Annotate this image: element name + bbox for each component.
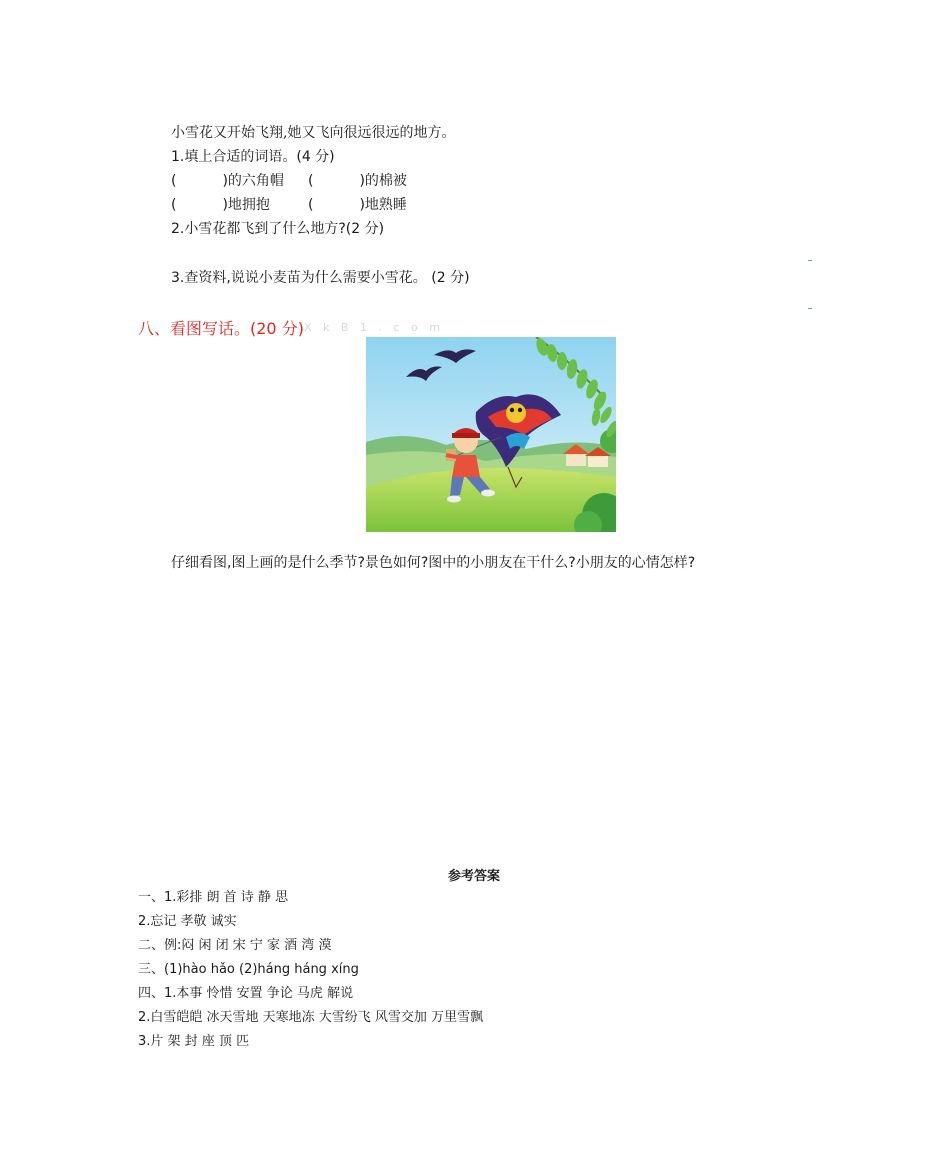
answer-line-1: 一、1.彩排 朗 首 诗 静 思 [138,890,289,905]
blank-1-text: )的六角帽 [222,173,284,189]
blank-3-text: )地拥抱 [222,197,270,213]
question-3: 3.查资料,说说小麦苗为什么需要小雪花。 (2 分) [171,270,470,286]
answer-key-title: 参考答案 [448,869,501,884]
margin-tick-1 [808,260,812,261]
blank-row-1b [308,171,407,191]
blank-row-1 [171,171,284,191]
blank-4-open: ( [308,197,314,213]
passage-end-line: 小雪花又开始飞翔,她又飞向很远很远的地方。 [171,125,456,141]
blank-row-2 [171,195,270,215]
answer-line-2: 2.忘记 孝敬 诚实 [138,914,237,929]
answer-line-3: 二、例:闷 闲 闭 宋 宁 家 酒 湾 漠 [138,938,332,953]
answer-line-4: 三、(1)hào hǎo (2)háng háng xíng [138,962,359,977]
blank-row-2b [308,195,407,215]
kite-illustration [366,337,616,532]
blank-2-open: ( [308,173,314,189]
question-1: 1.填上合适的词语。(4 分) [171,149,335,165]
margin-tick-2 [808,308,812,309]
blank-3-open: ( [171,197,177,213]
writing-prompt: 仔细看图,图上画的是什么季节?景色如何?图中的小朋友在干什么?小朋友的心情怎样? [171,555,696,571]
watermark: X k B 1 . c o m [304,321,444,334]
blank-4-text: )地熟睡 [359,197,407,213]
blank-1-open: ( [171,173,177,189]
answer-line-5: 四、1.本事 怜惜 安置 争论 马虎 解说 [138,986,354,1001]
section-8-heading: 八、看图写话。(20 分) [138,319,304,338]
blank-2-text: )的棉被 [359,173,407,189]
answer-line-6: 2.白雪皑皑 冰天雪地 天寒地冻 大雪纷飞 风雪交加 万里雪飘 [138,1010,484,1025]
question-2: 2.小雪花都飞到了什么地方?(2 分) [171,221,385,237]
answer-line-7: 3.片 架 封 座 顶 匹 [138,1034,250,1049]
